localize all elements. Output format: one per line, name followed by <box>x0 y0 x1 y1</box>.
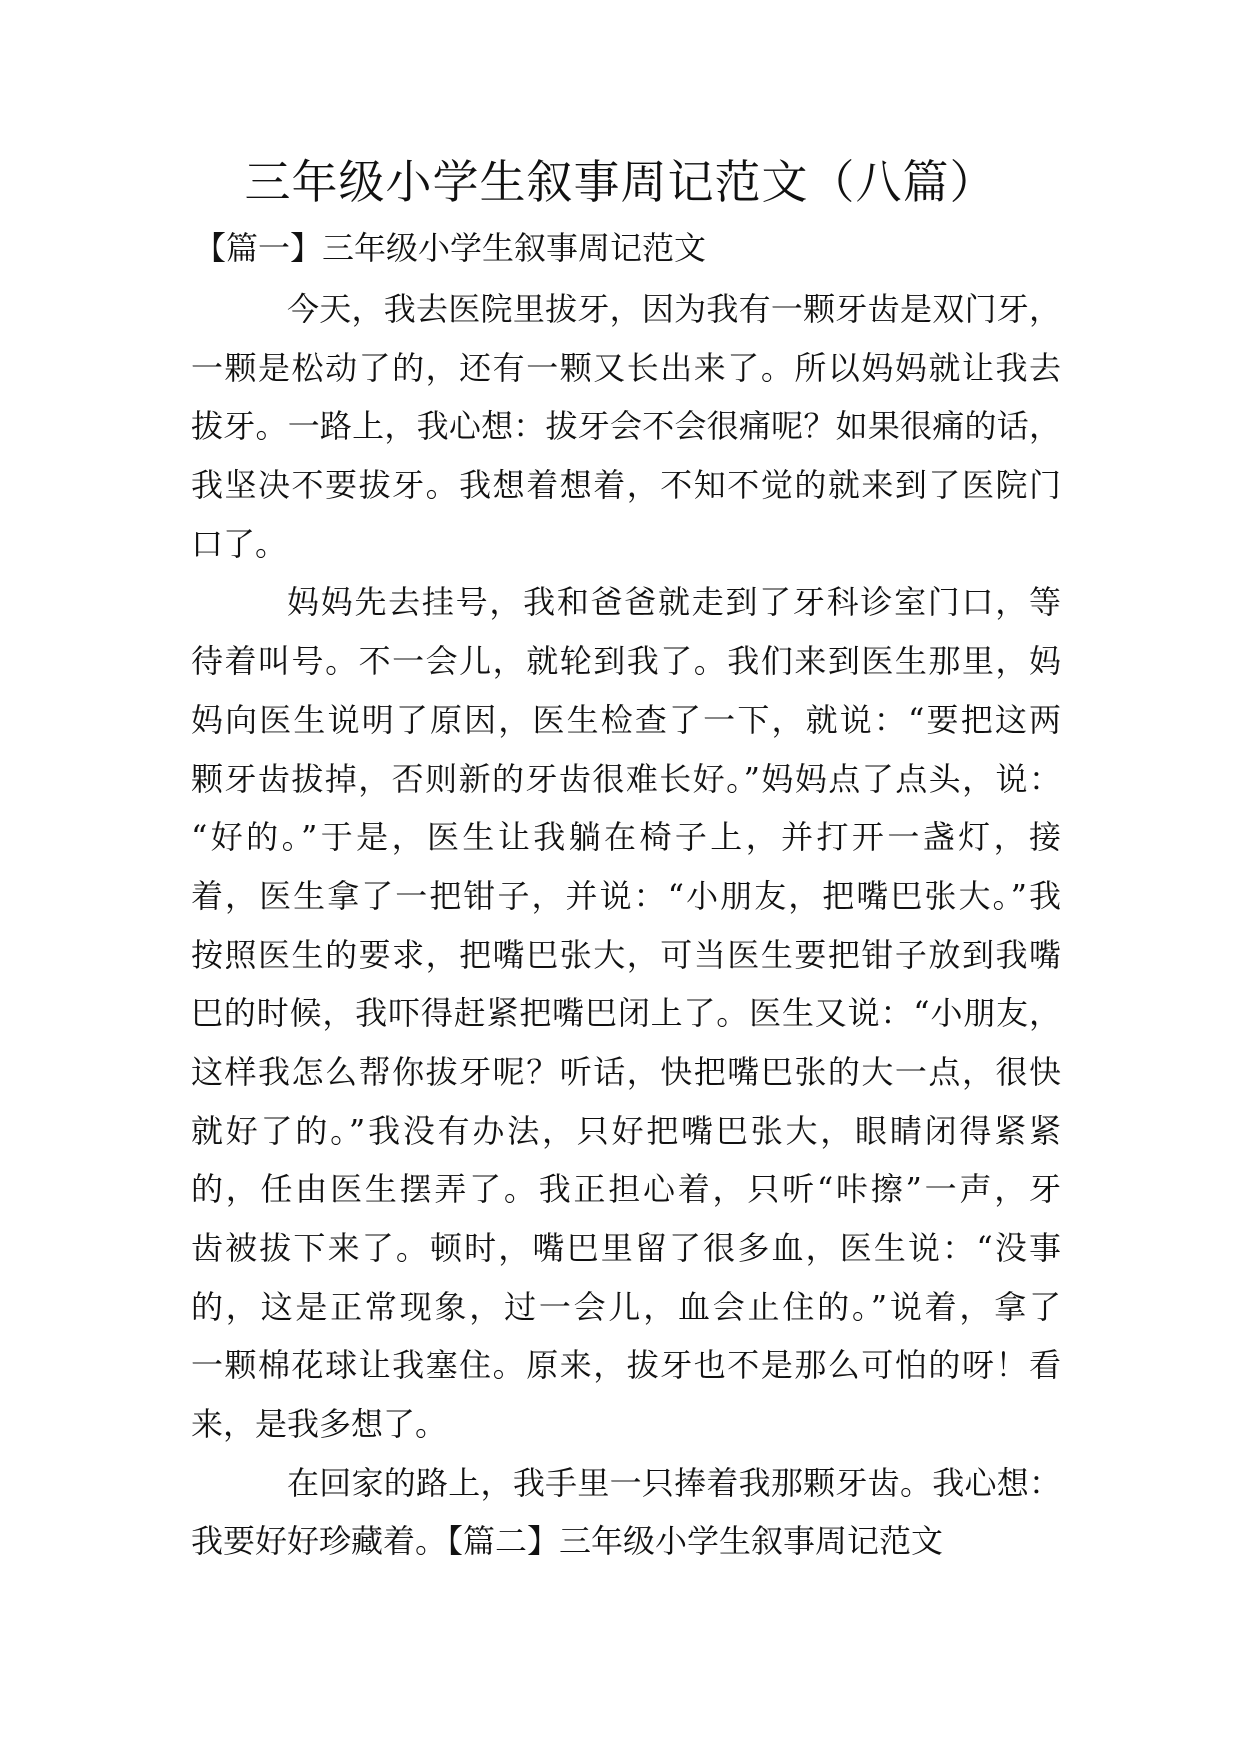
body-line: 一颗是松动了的，还有一颗又长出来了。所以妈妈就让我去 <box>191 348 1061 387</box>
body-line: 妈向医生说明了原因，医生检查了一下，就说：“要把这两 <box>191 700 1061 739</box>
body-line: 拔牙。一路上，我心想：拔牙会不会很痛呢？如果很痛的话， <box>191 407 1061 446</box>
document-body <box>191 280 1061 1571</box>
body-line: 我坚决不要拔牙。我想着想着，不知不觉的就来到了医院门 <box>191 466 1061 505</box>
body-line: 一颗棉花球让我塞住。原来，拔牙也不是那么可怕的呀！看 <box>191 1346 1061 1385</box>
body-line: 的，任由医生摆弄了。我正担心着，只听“咔擦”一声，牙 <box>191 1170 1061 1209</box>
body-line: 着，医生拿了一把钳子，并说：“小朋友，把嘴巴张大。”我 <box>191 876 1061 915</box>
body-line: 这样我怎么帮你拔牙呢？听话，快把嘴巴张的大一点，很快 <box>191 1052 1061 1091</box>
body-line: 巴的时候，我吓得赶紧把嘴巴闭上了。医生又说：“小朋友， <box>191 994 1061 1033</box>
body-line: 来，是我多想了。 <box>191 1405 448 1444</box>
body-line: 待着叫号。不一会儿，就轮到我了。我们来到医生那里，妈 <box>191 642 1061 681</box>
body-line: 口了。 <box>191 524 288 563</box>
body-line: 我要好好珍藏着。【篇二】三年级小学生叙事周记范文 <box>191 1522 944 1561</box>
body-line: 按照医生的要求，把嘴巴张大，可当医生要把钳子放到我嘴 <box>191 935 1061 974</box>
body-line: 颗牙齿拔掉，否则新的牙齿很难长好。”妈妈点了点头，说： <box>191 759 1061 798</box>
document-title: 三年级小学生叙事周记范文（八篇） <box>244 155 997 209</box>
body-line: 今天，我去医院里拔牙，因为我有一颗牙齿是双门牙， <box>287 290 1061 328</box>
body-line: 就好了的。”我没有办法，只好把嘴巴张大，眼睛闭得紧紧 <box>191 1111 1061 1150</box>
body-line: “好的。”于是，医生让我躺在椅子上，并打开一盏灯，接 <box>191 818 1061 857</box>
body-line: 齿被拔下来了。顿时，嘴巴里留了很多血，医生说：“没事 <box>191 1229 1061 1267</box>
body-line: 的，这是正常现象，过一会儿，血会止住的。”说着，拿了 <box>191 1287 1061 1326</box>
body-line: 妈妈先去挂号，我和爸爸就走到了牙科诊室门口，等 <box>287 583 1061 622</box>
body-line: 在回家的路上，我手里一只捧着我那颗牙齿。我心想： <box>287 1463 1061 1502</box>
section-heading: 【篇一】三年级小学生叙事周记范文 <box>194 229 707 267</box>
